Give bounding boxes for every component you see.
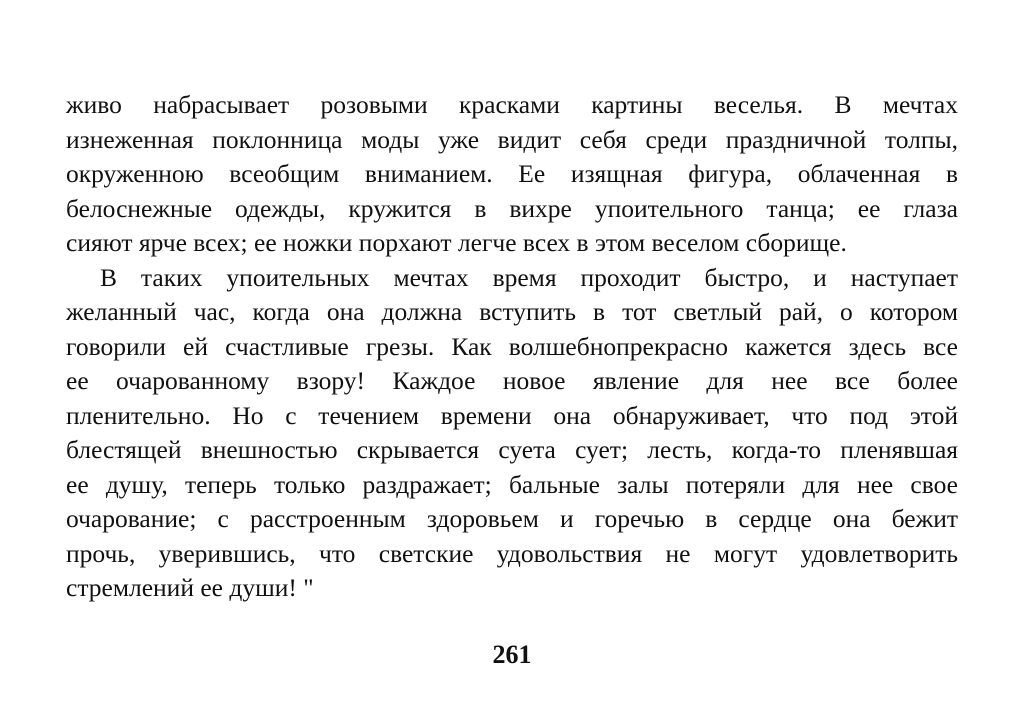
text-line: говорили ей счастливые грезы. Как волшебнопрекрасно кажется здесь все <box>66 331 958 361</box>
text-line: окруженною всеобщим вниманием. Ее изящная фигура, облаченная в <box>66 159 958 188</box>
text-line: белоснежные одежды, кружится в вихре упоительного танца; ее глаза <box>66 193 958 223</box>
text-line: стремлений ее души! " <box>66 573 314 602</box>
text-line: ее очарованному взору! Каждое новое явление для нее все более <box>66 366 958 395</box>
text-line: желанный час, когда она должна вступить в тот светлый рай, о котором <box>66 297 958 326</box>
page-number: 261 <box>492 640 532 669</box>
text-line: очарование; с расстроенным здоровьем и горечью в сердце она бежит <box>66 504 958 533</box>
text-line: ее душу, теперь только раздражает; бальные залы потеряли для нее свое <box>66 469 958 499</box>
text-line: блестящей внешностью скрывается суета сует; лесть, когда-то пленявшая <box>66 435 958 464</box>
text-line: сияют ярче всех; ее ножки порхают легче всех в этом веселом сборище. <box>66 228 847 257</box>
text-line: В таких упоительных мечтах время проходит быстро, и наступает <box>100 262 958 292</box>
text-line: пленительно. Но с течением времени она обнаруживает, что под этой <box>66 400 958 430</box>
text-line: изнеженная поклонница моды уже видит себя среди праздничной толпы, <box>66 124 958 154</box>
body-text <box>66 88 958 606</box>
text-line: прочь, уверившись, что светские удовольствия не могут удовлетворить <box>66 538 958 568</box>
text-line: живо набрасывает розовыми красками картины веселья. В мечтах <box>66 90 958 119</box>
